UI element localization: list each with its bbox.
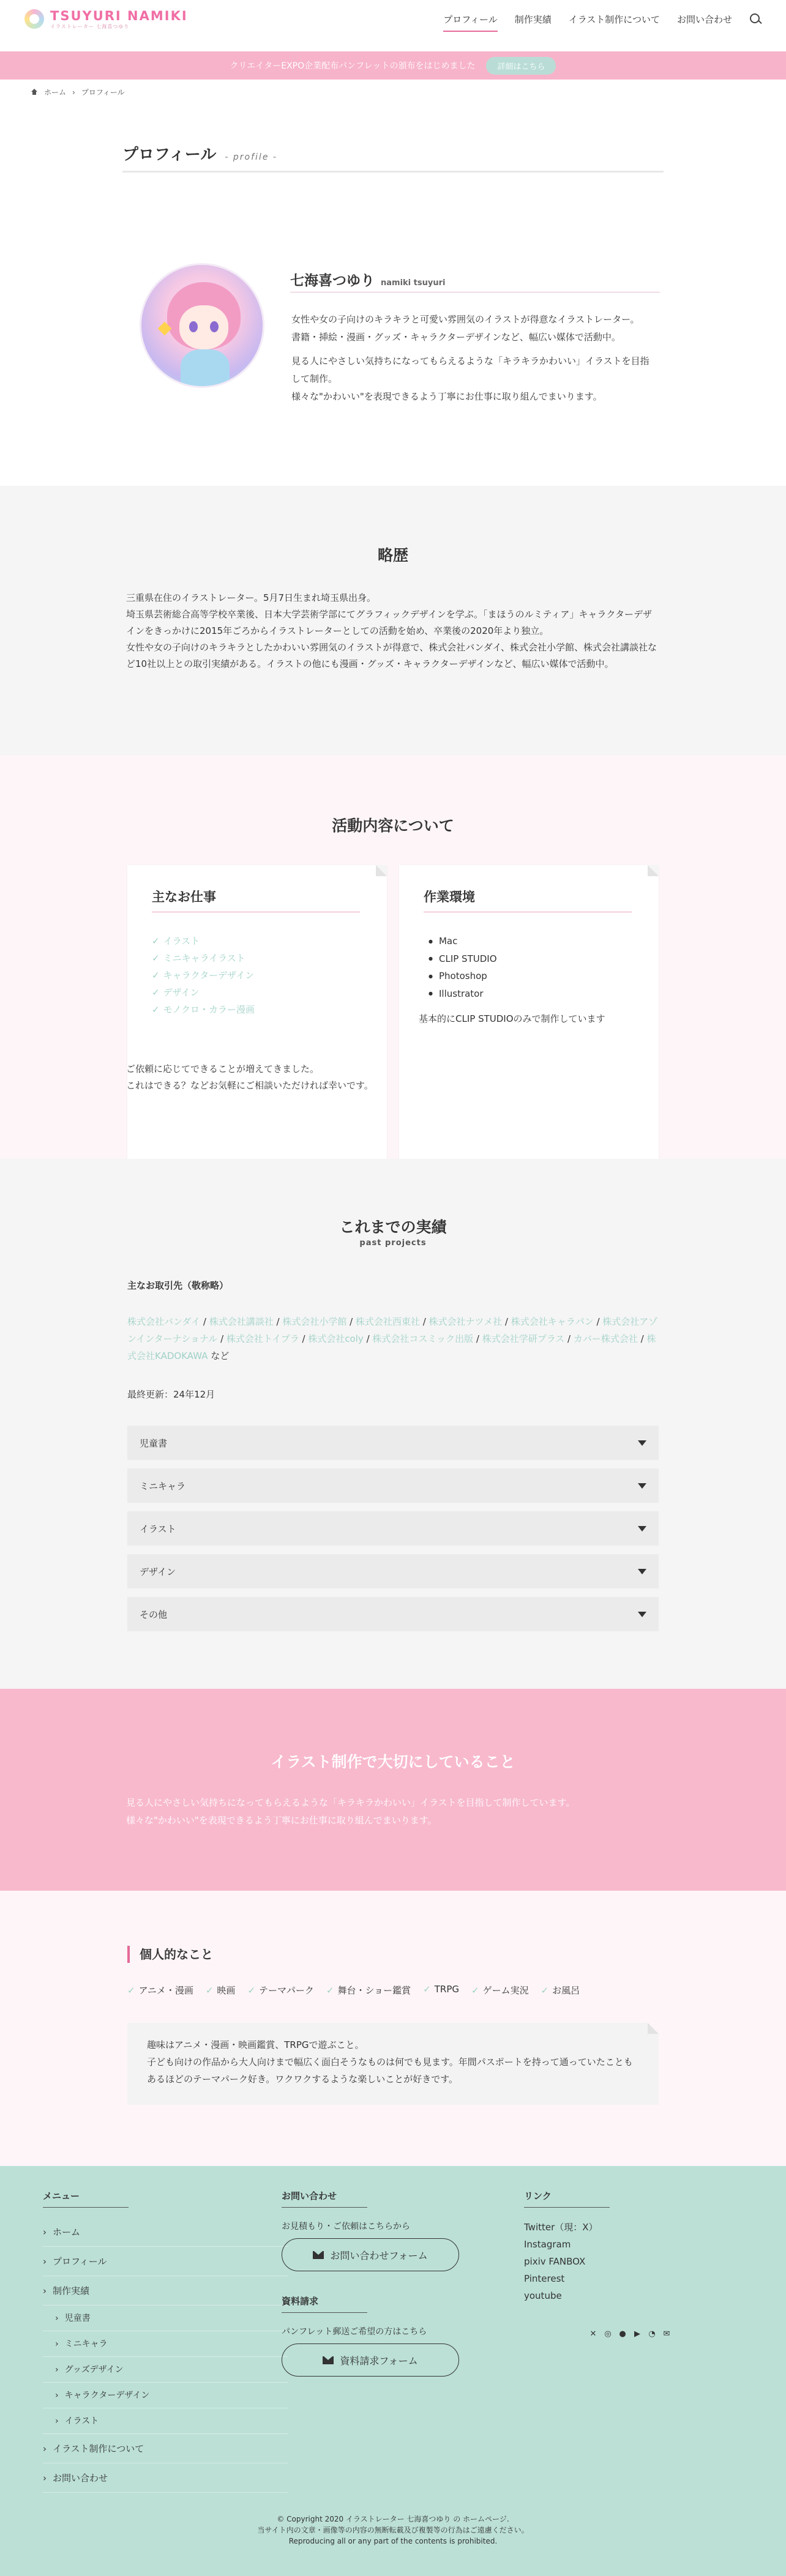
breadcrumb-home[interactable]: ホーム xyxy=(44,88,67,97)
footer-links-title: リンク xyxy=(524,2189,610,2208)
footer-contact-text: お見積もり・ご依頼はこちらから xyxy=(282,2222,410,2232)
list-item: ✓ ミニキャライラスト xyxy=(152,950,255,967)
profile-name xyxy=(290,269,660,292)
client-link[interactable]: 株式会社アゾンインターナショナル xyxy=(127,1316,658,1344)
accordion-children-books[interactable] xyxy=(127,1426,659,1460)
footer-submenu-item[interactable]: › 児童書 xyxy=(43,2306,288,2331)
notice-text: クリエイターEXPO企業配布パンフレットの頒布をはじめました xyxy=(230,61,476,71)
footer-submenu-item[interactable]: › ミニキャラ xyxy=(43,2331,288,2357)
client-link[interactable]: 株式会社小学館 xyxy=(282,1316,347,1327)
client-link[interactable]: 株式会社ナツメ社 xyxy=(429,1316,503,1327)
footer-doc-title: 資料請求 xyxy=(282,2295,367,2313)
hobby-tag: ✓ 映画 xyxy=(206,1984,236,1997)
accordion-label: 児童書 xyxy=(140,1437,168,1449)
work-card xyxy=(127,865,387,1183)
mail-icon[interactable]: ✉ xyxy=(663,2329,670,2339)
client-link[interactable]: 株式会社バンダイ xyxy=(127,1316,201,1327)
history-title: 略歴 xyxy=(377,546,408,564)
footer-menu-item[interactable]: › ホーム xyxy=(43,2217,288,2247)
caret-down-icon xyxy=(638,1483,646,1489)
nav-about-illustration[interactable]: イラスト制作について xyxy=(568,13,660,25)
footer-link[interactable]: Instagram xyxy=(524,2239,571,2250)
sns-icons xyxy=(589,2330,671,2339)
footer-link[interactable]: Twitter（現：X） xyxy=(524,2222,598,2233)
footer-doc-text: パンフレット郵送ご希望の方はこちら xyxy=(282,2327,427,2337)
hobby-tag: ✓ テーマパーク xyxy=(247,1984,313,1997)
hobby-tag: ✓ ゲーム実況 xyxy=(471,1984,529,1997)
accordion-label: デザイン xyxy=(140,1566,176,1577)
caret-down-icon xyxy=(638,1526,646,1532)
clients-label: 主なお取引先（敬称略） xyxy=(127,1280,229,1291)
footer-link[interactable]: pixiv FANBOX xyxy=(524,2256,586,2267)
work-card-title: 主なお仕事 xyxy=(152,887,360,912)
contact-form-label: お問い合わせフォーム xyxy=(330,2249,428,2261)
last-updated: 最終更新：24年12月 xyxy=(127,1389,215,1400)
accordion-other[interactable] xyxy=(127,1597,659,1631)
search-icon[interactable] xyxy=(749,13,762,25)
list-item: ● Mac xyxy=(429,932,497,950)
activity-footnote-line: ご依頼に応じてできることが増えてきました。 xyxy=(126,1063,320,1074)
environment-card xyxy=(399,865,659,1183)
site-logo[interactable] xyxy=(24,9,188,30)
copyright xyxy=(0,2514,786,2547)
accordion-label: その他 xyxy=(140,1609,168,1620)
list-item: ✓ キャラクターデザイン xyxy=(152,967,255,984)
footer-submenu-item[interactable]: › キャラクターデザイン xyxy=(43,2383,288,2408)
footer-contact xyxy=(282,2189,477,2377)
footer-menu-title: メニュー xyxy=(43,2189,129,2208)
activity-section xyxy=(0,755,786,1159)
nav-profile[interactable]: プロフィール xyxy=(443,9,498,29)
doc-request-button[interactable] xyxy=(282,2343,459,2377)
copyright-line: 当サイト内の文章・画像等の内容の無断転載及び複製等の行為はご遠慮ください。 xyxy=(257,2526,529,2534)
footer-submenu-item[interactable]: › グッズデザイン xyxy=(43,2357,288,2383)
pinterest-icon[interactable]: ● xyxy=(619,2329,626,2339)
client-link[interactable]: 株式会社トイプラ xyxy=(226,1333,299,1344)
history-text: 三重県在住のイラストレーター。5月7日生まれ埼玉県出身。 埼玉県芸術総合高等学校卒業後、日本大学芸術学部にてグラフィックデザインを学ぶ。「まほうのルミティア」キャラクターデザインをきっかけに2015年ごろからイラストレーターとしての活動を始め、卒業後の2020年より独立。 女性や女の子向けのキラキラとしたかわいい雰囲気のイラストが得意で、株式会社バンダイ、株式会社小学館、株式会社講談社など10社以上との取引実績がある。イラストの他にも漫画・グッズ・キャラクターデザインなど、幅広い媒体で活動中。 xyxy=(126,592,657,669)
profile-intro xyxy=(291,311,653,412)
client-link[interactable]: カバー株式会社 xyxy=(573,1333,638,1344)
personal-title: 個人的なこと xyxy=(127,1946,213,1963)
environment-card-title: 作業環境 xyxy=(424,887,632,912)
history-section xyxy=(0,486,786,755)
clients-list: 株式会社バンダイ / 株式会社講談社 / 株式会社小学館 / 株式会社西東社 / 株式会社ナツメ社 / 株式会社キャラパン / 株式会社アゾンインターナショナル / 株式会社トイプラ / 株式会社coly / 株式会社コスミック出版 / 株式会社学研プラス / カバー株式会社 / 株式会社KADOKAWA など xyxy=(127,1316,658,1361)
nav-contact[interactable]: お問い合わせ xyxy=(676,13,732,25)
list-item: ● Illustrator xyxy=(429,985,497,1003)
footer-menu-item[interactable]: › お問い合わせ xyxy=(43,2463,288,2493)
client-link[interactable]: 株式会社KADOKAWA xyxy=(127,1333,656,1361)
nav-works[interactable]: 制作実績 xyxy=(514,13,552,25)
rss-icon[interactable]: ◔ xyxy=(648,2329,656,2339)
client-link[interactable]: 株式会社コスミック出版 xyxy=(372,1333,474,1344)
page-title xyxy=(122,142,664,173)
environment-note: 基本的にCLIP STUDIOのみで制作しています xyxy=(419,1013,605,1024)
profile-name-ja: 七海喜つゆり xyxy=(290,273,375,289)
accordion-label: ミニキャラ xyxy=(140,1480,186,1492)
breadcrumb-current: プロフィール xyxy=(81,88,125,97)
logo-icon xyxy=(24,9,44,29)
client-link[interactable]: 株式会社学研プラス xyxy=(482,1333,565,1344)
client-link[interactable]: 株式会社西東社 xyxy=(355,1316,420,1327)
page-title-ja: プロフィール xyxy=(122,146,217,164)
footer-menu-item[interactable]: › 制作実績 xyxy=(43,2276,288,2306)
home-icon xyxy=(31,89,38,95)
accordion-label: イラスト xyxy=(140,1523,176,1535)
hobby-tag: ✓ アニメ・漫画 xyxy=(127,1984,193,1997)
profile-text: 書籍・挿絵・漫画・グッズ・キャラクターデザインなど、幅広い媒体で活動中。 xyxy=(291,332,621,343)
copyright-line: © Copyright 2020 イラストレーター 七海喜つゆり の ホームページ. xyxy=(277,2515,509,2523)
activity-title: 活動内容について xyxy=(332,817,454,835)
footer-menu-item[interactable]: › プロフィール xyxy=(43,2247,288,2276)
banner-line: 様々な"かわいい"を表現できるよう丁寧にお仕事に取り組んでまいります。 xyxy=(126,1815,437,1826)
footer-link[interactable]: Pinterest xyxy=(524,2273,565,2284)
list-item: ● Photoshop xyxy=(429,967,497,985)
logo-subtitle: イラストレーター 七海喜つゆり xyxy=(50,23,130,29)
contact-form-button[interactable] xyxy=(282,2238,459,2271)
x-icon[interactable]: ✕ xyxy=(590,2329,597,2339)
footer-link[interactable]: youtube xyxy=(524,2290,562,2301)
breadcrumb xyxy=(31,87,125,97)
footer-links xyxy=(524,2189,732,2304)
profile-text: 様々な"かわいい"を表現できるよう丁寧にお仕事に取り組んでまいります。 xyxy=(291,391,602,402)
page-title-en: - profile - xyxy=(225,152,277,162)
profile-text: 見る人にやさしい気持ちになってもらえるような「キラキラかわいい」イラストを目指して制作。 xyxy=(291,356,649,384)
footer-submenu-item[interactable]: › イラスト xyxy=(43,2408,288,2434)
global-nav xyxy=(443,0,762,38)
list-item: ● CLIP STUDIO xyxy=(429,950,497,968)
hobby-box xyxy=(127,2023,659,2105)
chevron-right-icon: › xyxy=(72,87,75,97)
mail-icon xyxy=(313,2251,324,2259)
hobby-tag: ✓ お風呂 xyxy=(541,1984,580,1997)
youtube-icon[interactable]: ▶ xyxy=(634,2329,640,2339)
client-link[interactable]: 株式会社coly xyxy=(308,1333,364,1344)
client-link[interactable]: 株式会社講談社 xyxy=(209,1316,274,1327)
projects-title: これまでの実績 xyxy=(339,1218,447,1236)
site-header xyxy=(0,0,786,38)
caret-down-icon xyxy=(638,1612,646,1617)
philosophy-banner xyxy=(0,1689,786,1891)
profile-text: 女性や女の子向けのキラキラと可愛い雰囲気のイラストが得意なイラストレーター。 xyxy=(291,314,640,325)
notice-bar xyxy=(0,51,786,80)
client-link[interactable]: 株式会社キャラパン xyxy=(511,1316,594,1327)
list-item: ✓ イラスト xyxy=(152,932,255,950)
hobby-text: 子ども向けの作品から大人向けまで幅広く面白そうなものは何でも見ます。年間パスポートを持って通っていたこともあるほどのテーマパーク好き。ワクワクするような楽しいことが好きです。 xyxy=(147,2057,633,2085)
clients-tail: など xyxy=(211,1350,230,1361)
footer-menu xyxy=(43,2189,288,2493)
banner-line: 見る人にやさしい気持ちになってもらえるような「キラキラかわいい」イラストを目指して制作しています。 xyxy=(126,1797,575,1808)
hobby-tags xyxy=(127,1984,580,1997)
work-list xyxy=(152,932,255,1018)
activity-footnote xyxy=(126,1061,373,1094)
list-item: ✓ モノクロ・カラー漫画 xyxy=(152,1001,255,1018)
hobby-tag: ✓ 舞台・ショー鑑賞 xyxy=(326,1984,411,1997)
projects-subtitle: past projects xyxy=(359,1238,427,1248)
footer-contact-title: お問い合わせ xyxy=(282,2189,367,2208)
profile-name-en: namiki tsuyuri xyxy=(381,278,446,288)
caret-down-icon xyxy=(638,1440,646,1446)
accordion-design[interactable] xyxy=(127,1554,659,1588)
banner-text xyxy=(126,1794,575,1830)
hobby-tag: ✓ TRPG xyxy=(423,1984,459,1997)
hobby-text: 趣味はアニメ・漫画・映画鑑賞、TRPGで遊ぶこと。 xyxy=(147,2039,364,2050)
environment-list xyxy=(429,932,497,1002)
doc-request-label: 資料請求フォーム xyxy=(340,2355,418,2367)
site-footer xyxy=(0,2166,786,2576)
notice-button[interactable]: 詳細はこちら xyxy=(486,57,556,75)
list-item: ✓ デザイン xyxy=(152,984,255,1001)
banner-title: イラスト制作で大切にしていること xyxy=(271,1753,515,1771)
copyright-line: Reproducing all or any part of the contents is prohibited. xyxy=(288,2537,498,2545)
accordion-minichara[interactable] xyxy=(127,1469,659,1503)
avatar xyxy=(140,263,264,388)
activity-footnote-line: これはできる？などお気軽にご相談いただければ幸いです。 xyxy=(126,1080,373,1091)
instagram-icon[interactable]: ◎ xyxy=(604,2329,612,2339)
mail-icon xyxy=(323,2356,334,2364)
caret-down-icon xyxy=(638,1569,646,1574)
projects-section xyxy=(0,1159,786,1689)
logo-title: TSUYURI NAMIKI xyxy=(50,8,188,23)
footer-menu-item[interactable]: › イラスト制作について xyxy=(43,2434,288,2463)
accordion-illustration[interactable] xyxy=(127,1511,659,1546)
